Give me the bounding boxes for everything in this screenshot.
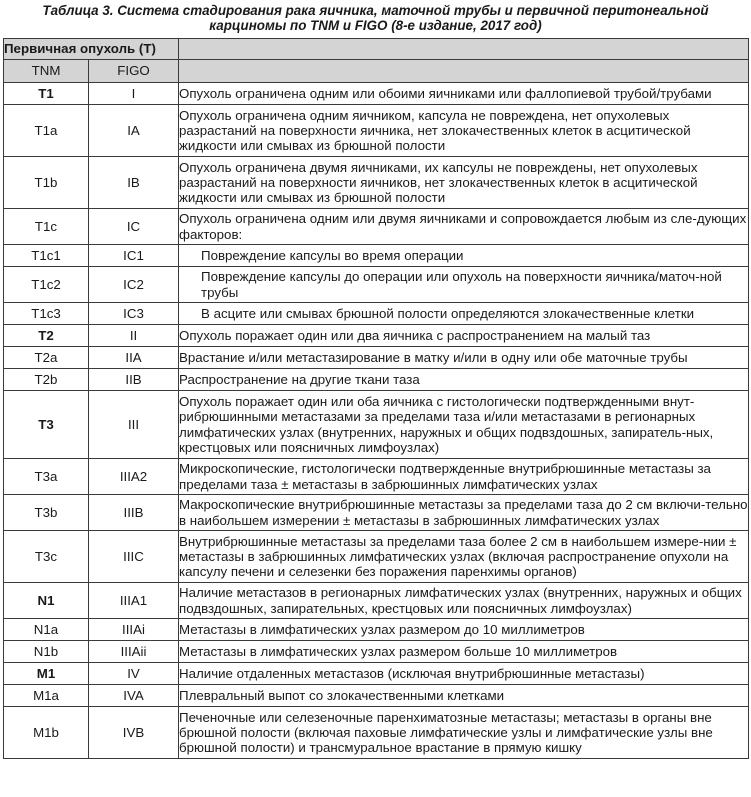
tnm-cell: T2a (4, 347, 89, 369)
tnm-cell: T3c (4, 531, 89, 583)
figo-cell: IIIB (89, 495, 179, 531)
description-cell: Опухоль поражает один или два яичника с распространением на малый таз (179, 325, 749, 347)
tnm-cell: N1a (4, 619, 89, 641)
figo-cell: IIIA2 (89, 459, 179, 495)
figo-cell: IA (89, 105, 179, 157)
table-row (4, 391, 749, 459)
description-cell: Опухоль ограничена одним или двумя яичниками и сопровождается любым из сле-дующих факторов: (179, 209, 749, 245)
tnm-cell: T2b (4, 369, 89, 391)
table-row (4, 105, 749, 157)
description-column-header (179, 60, 749, 83)
tnm-column-header: TNM (4, 60, 89, 83)
tnm-cell: T1 (4, 83, 89, 105)
description-cell: Макроскопические внутрибрюшинные метастазы за пределами таза до 2 см включи-тельно в наибольшем измерении ± метастазы в забрюшинных лимфатических узлах (179, 495, 749, 531)
table-row (4, 495, 749, 531)
figo-cell: IC3 (89, 303, 179, 325)
staging-table (3, 38, 749, 759)
tnm-cell: T1c3 (4, 303, 89, 325)
figo-cell: IIIC (89, 531, 179, 583)
description-cell: Наличие отдаленных метастазов (исключая внутрибрюшинные метастазы) (179, 663, 749, 685)
description-cell: Опухоль ограничена одним или обоими яичниками или фаллопиевой трубой/трубами (179, 83, 749, 105)
table-row (4, 663, 749, 685)
description-cell: Врастание и/или метастазирование в матку и/или в одну или обе маточные трубы (179, 347, 749, 369)
description-cell: В асците или смывах брюшной полости определяются злокачественные клетки (179, 303, 749, 325)
tnm-cell: T1c (4, 209, 89, 245)
table-row (4, 83, 749, 105)
tnm-cell: T1c2 (4, 267, 89, 303)
figo-cell: IIA (89, 347, 179, 369)
description-cell: Внутрибрюшинные метастазы за пределами таза более 2 см в наибольшем измере-нии ± метастазы в забрюшинных лимфатических узлах (включая распространение опухоли на капсулу печени и селезенки без поражения паренхимы органов) (179, 531, 749, 583)
table-row (4, 641, 749, 663)
table-row (4, 707, 749, 759)
tnm-cell: N1b (4, 641, 89, 663)
table-row (4, 583, 749, 619)
tnm-cell: N1 (4, 583, 89, 619)
description-cell: Печеночные или селезеночные паренхиматозные метастазы; метастазы в органы вне брюшной полости (включая паховые лимфатические узлы и лимфатические узлы вне брюшной полости) и трансмуральное врастание в прямую кишку (179, 707, 749, 759)
figo-cell: III (89, 391, 179, 459)
description-cell: Опухоль ограничена двумя яичниками, их капсулы не повреждены, нет опухолевых разрастаний на поверхности яичников, нет злокачественных клеток в асцитической жидкости или смывах из брюшной полости (179, 157, 749, 209)
table-row (4, 369, 749, 391)
description-cell: Метастазы в лимфатических узлах размером до 10 миллиметров (179, 619, 749, 641)
figo-cell: IB (89, 157, 179, 209)
tnm-cell: T3b (4, 495, 89, 531)
tnm-cell: M1a (4, 685, 89, 707)
description-cell: Микроскопические, гистологически подтвержденные внутрибрюшинные метастазы за пределами таза ± метастазы в забрюшинных лимфатических узлах (179, 459, 749, 495)
figo-cell: IC1 (89, 245, 179, 267)
table-caption: Таблица 3. Система стадирования рака яичника, маточной трубы и первичной перитонеальной карциномы по TNM и FIGO (8-е издание, 2017 год) (42, 3, 709, 33)
figo-cell: IVB (89, 707, 179, 759)
header-row-group (4, 39, 749, 60)
figo-cell: IC2 (89, 267, 179, 303)
table-row (4, 325, 749, 347)
figo-column-header: FIGO (89, 60, 179, 83)
figo-cell: IC (89, 209, 179, 245)
header-empty-cell (179, 39, 749, 60)
table-row (4, 209, 749, 245)
figo-cell: IVA (89, 685, 179, 707)
tnm-cell: T2 (4, 325, 89, 347)
tnm-cell: T3a (4, 459, 89, 495)
description-cell: Плевральный выпот со злокачественными клетками (179, 685, 749, 707)
table-row (4, 303, 749, 325)
description-cell: Опухоль поражает один или оба яичника с гистологически подтвержденными внут-рибрюшинными метастазами за пределами таза и/или метастазами в регионарных лимфатических узлах (внутренних, наружных и общих подвздошных, запиратель-ных, крестцовых или поясничных лимфоузлах) (179, 391, 749, 459)
figo-cell: IIB (89, 369, 179, 391)
primary-tumor-header: Первичная опухоль (T) (4, 39, 179, 60)
figo-cell: II (89, 325, 179, 347)
table-row (4, 157, 749, 209)
table-row (4, 531, 749, 583)
figo-cell: IIIAi (89, 619, 179, 641)
description-cell: Опухоль ограничена одним яичником, капсула не повреждена, нет опухолевых разрастаний на поверхности яичника, нет злокачественных клеток в асцитической жидкости или смывах из брюшной полости (179, 105, 749, 157)
description-cell: Наличие метастазов в регионарных лимфатических узлах (внутренних, наружных и общих подвздошных, запирательных, крестцовых или поясничных лимфоузлах) (179, 583, 749, 619)
description-cell: Повреждение капсулы во время операции (179, 245, 749, 267)
tnm-cell: T1c1 (4, 245, 89, 267)
tnm-cell: T1a (4, 105, 89, 157)
description-cell: Метастазы в лимфатических узлах размером больше 10 миллиметров (179, 641, 749, 663)
figo-cell: IIIA1 (89, 583, 179, 619)
header-row-columns (4, 60, 749, 83)
tnm-cell: M1b (4, 707, 89, 759)
tnm-cell: T1b (4, 157, 89, 209)
description-cell: Повреждение капсулы до операции или опухоль на поверхности яичника/маточ-ной трубы (179, 267, 749, 303)
figo-cell: I (89, 83, 179, 105)
figo-cell: IIIAii (89, 641, 179, 663)
tnm-cell: T3 (4, 391, 89, 459)
table-row (4, 685, 749, 707)
table-row (4, 619, 749, 641)
table-row (4, 347, 749, 369)
description-cell: Распространение на другие ткани таза (179, 369, 749, 391)
table-row (4, 245, 749, 267)
table-row (4, 459, 749, 495)
tnm-cell: M1 (4, 663, 89, 685)
figo-cell: IV (89, 663, 179, 685)
table-row (4, 267, 749, 303)
